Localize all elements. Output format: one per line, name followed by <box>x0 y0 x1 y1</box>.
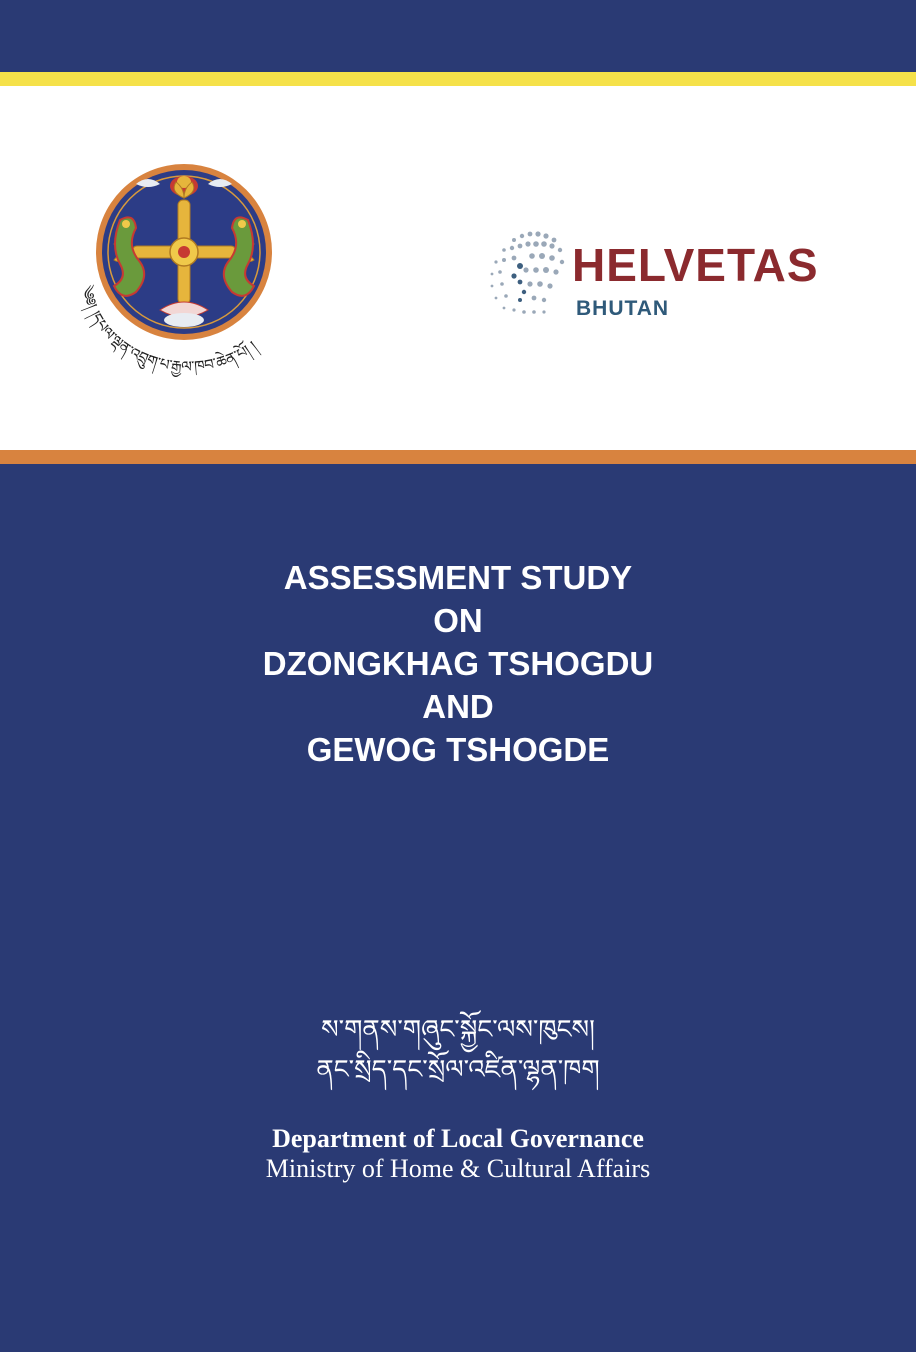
globe-dots-icon <box>480 222 576 326</box>
helvetas-logo <box>480 222 860 326</box>
publisher-dzongkha <box>0 1010 916 1090</box>
top-band <box>0 0 916 72</box>
helvetas-wordmark: HELVETAS <box>572 239 819 291</box>
title-line-4: AND <box>422 688 494 725</box>
title-line-3: DZONGKHAG TSHOGDU <box>262 645 654 682</box>
royal-emblem-of-bhutan-icon <box>72 160 304 378</box>
department-name: Department of Local Governance <box>272 1124 644 1153</box>
orange-stripe <box>0 450 916 464</box>
dzongkha-ministry: ནང་སྲིད་དང་སྲོལ་འཛིན་ལྷན་ཁག <box>316 1055 600 1085</box>
publisher-english <box>0 1124 916 1184</box>
report-title <box>0 556 916 771</box>
dzongkha-department: ས་གནས་གཞུང་སྐྱོང་ལས་ཁུངས། <box>321 1015 595 1045</box>
title-line-2: ON <box>433 602 483 639</box>
yellow-stripe <box>0 72 916 86</box>
title-line-5: GEWOG TSHOGDE <box>306 731 610 768</box>
emblem-inscription: ༄༅། །དཔལ་ལྡན་འབྲུག་པ་རྒྱལ་ཁབ་ཆེན་པོ། ། <box>77 283 261 376</box>
ministry-name: Ministry of Home & Cultural Affairs <box>265 1154 651 1183</box>
helvetas-country: BHUTAN <box>576 297 670 320</box>
title-line-1: ASSESSMENT STUDY <box>283 559 633 596</box>
